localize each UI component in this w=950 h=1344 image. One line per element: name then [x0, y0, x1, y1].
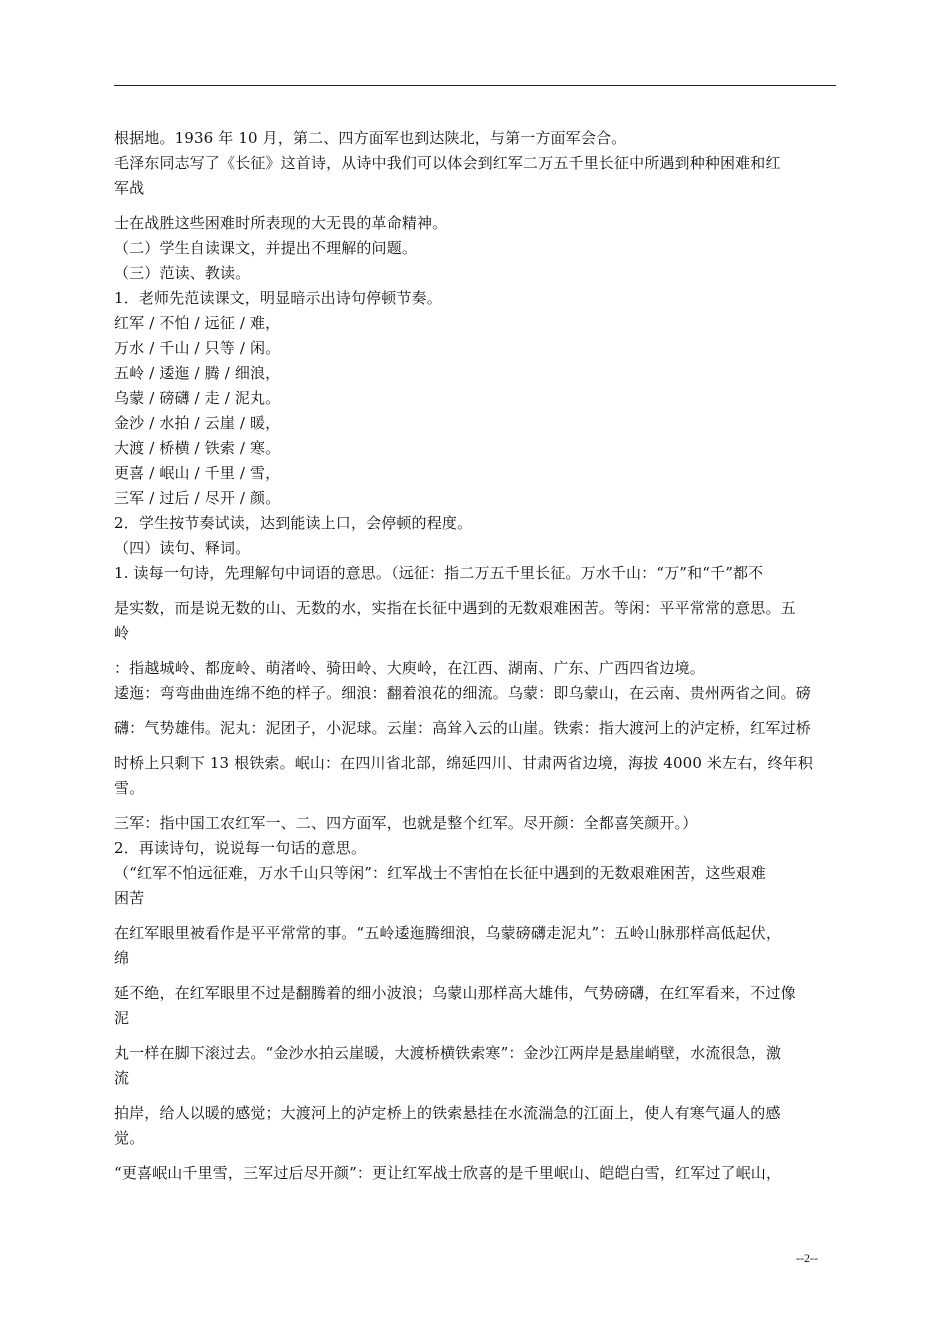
text-line: 毛泽东同志写了《长征》这首诗，从诗中我们可以体会到红军二万五千里长征中所遇到种种困难和红 [114, 154, 781, 172]
text-line: 时桥上只剩下 13 根铁索。岷山：在四川省北部，绵延四川、甘肃两省边境，海拔 4000 米左右，终年积 [114, 754, 813, 772]
text-line: 绵 [114, 949, 130, 967]
text-line: 更喜 / 岷山 / 千里 / 雪， [114, 464, 281, 482]
text-line: 1．老师先范读课文，明显暗示出诗句停顿节奏。 [114, 289, 442, 307]
text-line: 拍岸，给人以暖的感觉；大渡河上的泸定桥上的铁索悬挂在水流湍急的江面上，使人有寒气逼人的感 [114, 1104, 781, 1122]
page-number: --2-- [796, 1251, 818, 1265]
text-line: 雪。 [114, 779, 145, 797]
text-line: 是实数，而是说无数的山、无数的水，实指在长征中遇到的无数艰难困苦。等闲：平平常常的意思。五 [114, 599, 796, 617]
text-line: 三军 / 过后 / 尽开 / 颜。 [114, 489, 281, 507]
text-line: 万水 / 千山 / 只等 / 闲。 [114, 339, 281, 357]
text-line: 红军 / 不怕 / 远征 / 难， [114, 314, 281, 332]
text-line: ：指越城岭、都庞岭、萌渚岭、骑田岭、大庾岭，在江西、湖南、广东、广西四省边境。 [114, 659, 705, 677]
text-line: 乌蒙 / 磅礴 / 走 / 泥丸。 [114, 389, 281, 407]
text-line: 三军：指中国工农红军一、二、四方面军，也就是整个红军。尽开颜：全都喜笑颜开。） [114, 814, 698, 832]
text-line: （二）学生自读课文，并提出不理解的问题。 [114, 239, 418, 257]
text-line: 逶迤：弯弯曲曲连绵不绝的样子。细浪：翻着浪花的细流。乌蒙：即乌蒙山，在云南、贵州两省之间。磅 [114, 684, 811, 702]
text-line: 根据地。1936 年 10 月，第二、四方面军也到达陕北，与第一方面军会合。 [114, 129, 627, 147]
text-line: 士在战胜这些困难时所表现的大无畏的革命精神。 [114, 214, 448, 232]
text-line: 金沙 / 水拍 / 云崖 / 暖， [114, 414, 281, 432]
text-line: 延不绝，在红军眼里不过是翻腾着的细小波浪；乌蒙山那样高大雄伟，气势磅礴，在红军看来，不过像 [114, 984, 796, 1002]
text-line: 泥 [114, 1009, 130, 1027]
text-line: 岭 [114, 624, 130, 642]
text-line: 丸一样在脚下滚过去。“金沙水拍云崖暖，大渡桥横铁索寒”：金沙江两岸是悬崖峭壁，水流很急，激 [114, 1044, 782, 1062]
text-line: 觉。 [114, 1129, 145, 1147]
text-line: 流 [114, 1069, 130, 1087]
text-line: 困苦 [114, 889, 145, 907]
text-line: 2．学生按节奏试读，达到能读上口，会停顿的程度。 [114, 514, 473, 532]
header-rule [114, 85, 836, 86]
text-line: （“红军不怕远征难，万水千山只等闲”：红军战士不害怕在长征中遇到的无数艰难困苦，这些艰难 [114, 864, 766, 882]
text-line: 大渡 / 桥横 / 铁索 / 寒。 [114, 439, 281, 457]
text-line: 2．再读诗句，说说每一句话的意思。 [114, 839, 367, 857]
text-line: 五岭 / 逶迤 / 腾 / 细浪， [114, 364, 281, 382]
text-line: 1. 读每一句诗，先理解句中词语的意思。（远征：指二万五千里长征。万水千山：“万”和“千”都不 [114, 564, 764, 582]
text-line: （四）读句、释词。 [114, 539, 251, 557]
text-line: 在红军眼里被看作是平平常常的事。“五岭逶迤腾细浪，乌蒙磅礴走泥丸”：五岭山脉那样高低起伏， [114, 924, 782, 942]
text-line: “更喜岷山千里雪，三军过后尽开颜”：更让红军战士欣喜的是千里岷山、皑皑白雪，红军过了岷山， [114, 1164, 782, 1182]
text-line: （三）范读、教读。 [114, 264, 251, 282]
text-line: 礴：气势雄伟。泥丸：泥团子，小泥球。云崖：高耸入云的山崖。铁索：指大渡河上的泸定桥，红军过桥 [114, 719, 811, 737]
text-line: 军战 [114, 179, 145, 197]
